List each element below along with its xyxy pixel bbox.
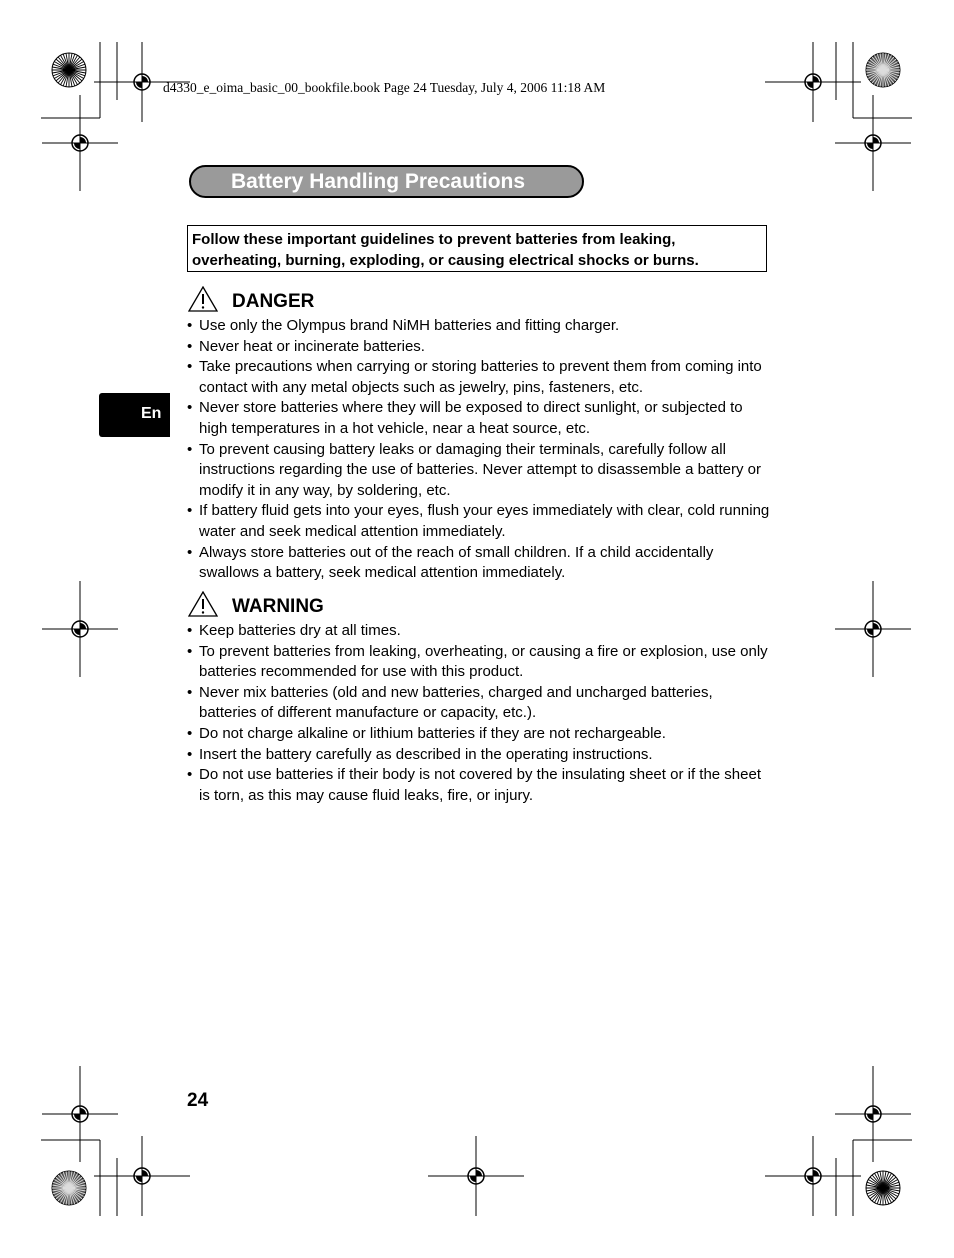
file-header: d4330_e_oima_basic_00_bookfile.book Page 24 Tuesday, July 4, 2006 11:18 AM [163, 80, 606, 95]
intro-line-2: overheating, burning, exploding, or causing electrical shocks or burns. [192, 252, 699, 269]
registration-mark-icon [42, 1066, 118, 1162]
color-wheel-icon [52, 1171, 86, 1205]
list-item: • Do not use batteries if their body is not covered by the insulating sheet or if the sheet is torn, as this may cause fluid leaks, fire, or injury. [187, 765, 772, 806]
registration-mark-icon [835, 95, 911, 191]
registration-mark-icon [835, 1066, 911, 1162]
page-number: 24 [187, 1090, 209, 1111]
list-item: • Keep batteries dry at all times. [187, 621, 772, 642]
registration-mark-icon [835, 581, 911, 677]
danger-label: DANGER [232, 291, 315, 312]
warning-list [187, 621, 772, 806]
list-item: • Do not charge alkaline or lithium batteries if they are not rechargeable. [187, 724, 772, 745]
registration-mark-icon [765, 1136, 861, 1216]
danger-list [187, 316, 772, 584]
warning-triangle-icon [188, 591, 218, 617]
intro-line-1: Follow these important guidelines to prevent batteries from leaking, [192, 231, 676, 248]
list-item: • If battery fluid gets into your eyes, flush your eyes immediately with clear, cold running water and seek medical attention immediately. [187, 501, 772, 542]
registration-mark-icon [42, 581, 118, 677]
list-item: • Insert the battery carefully as described in the operating instructions. [187, 745, 772, 766]
color-wheel-icon [866, 1171, 900, 1205]
list-item: • Use only the Olympus brand NiMH batteries and fitting charger. [187, 316, 772, 337]
list-item: • Never mix batteries (old and new batteries, charged and uncharged batteries, batteries of different manufacture or capacity, etc.). [187, 683, 772, 724]
list-item: • Always store batteries out of the reach of small children. If a child accidentally swallows a battery, seek medical attention immediately. [187, 543, 772, 584]
language-tab-label: En [141, 405, 162, 422]
section-title-bar [189, 165, 584, 198]
registration-mark-icon [94, 1136, 190, 1216]
warning-label: WARNING [232, 596, 324, 617]
registration-mark-icon [428, 1136, 524, 1216]
list-item: • To prevent causing battery leaks or damaging their terminals, carefully follow all instructions regarding the use of batteries. Never attempt to disassemble a battery or modify it in any way, by soldering, etc. [187, 440, 772, 502]
registration-mark-icon [765, 42, 861, 122]
language-tab [99, 393, 170, 437]
list-item: • To prevent batteries from leaking, overheating, or causing a fire or explosion, use only batteries recommended for use with this product. [187, 642, 772, 683]
color-wheel-icon [52, 53, 86, 87]
page-title: Battery Handling Precautions [231, 170, 526, 193]
warning-triangle-icon [188, 286, 218, 312]
registration-mark-icon [42, 95, 118, 191]
color-wheel-icon [866, 53, 900, 87]
intro-box [187, 225, 767, 272]
list-item: • Take precautions when carrying or storing batteries to prevent them from coming into contact with any metal objects such as jewelry, pins, fasteners, etc. [187, 357, 772, 398]
list-item: • Never store batteries where they will be exposed to direct sunlight, or subjected to high temperatures in a hot vehicle, near a heat source, etc. [187, 398, 772, 439]
list-item: • Never heat or incinerate batteries. [187, 337, 772, 358]
